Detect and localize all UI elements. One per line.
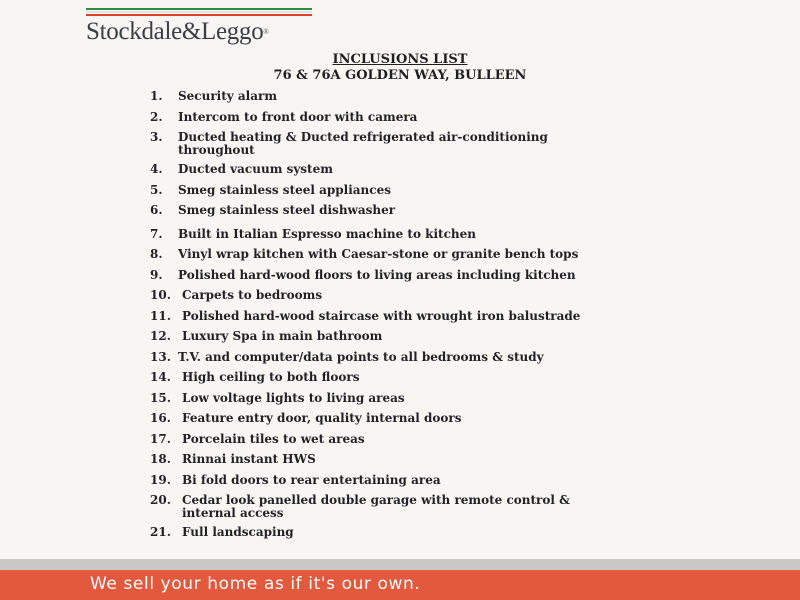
list-item bbox=[150, 163, 333, 176]
list-item-number: 7. bbox=[150, 227, 163, 241]
list-item bbox=[150, 248, 578, 261]
list-item-number: 6. bbox=[150, 203, 163, 217]
list-item-text: Polished hard-wood floors to living areas including kitchen bbox=[178, 268, 576, 282]
list-item bbox=[150, 289, 322, 302]
list-item-number: 19. bbox=[150, 473, 171, 487]
logo-brand-name: Stockdale&Leggo bbox=[86, 18, 264, 45]
logo-wordmark bbox=[86, 18, 318, 46]
list-item-text: Vinyl wrap kitchen with Caesar-stone or granite bench tops bbox=[178, 247, 579, 261]
list-item bbox=[150, 184, 391, 197]
list-item bbox=[150, 330, 382, 343]
list-item-number: 8. bbox=[150, 247, 163, 261]
title-line-2: 76 & 76A GOLDEN WAY, BULLEEN bbox=[273, 68, 527, 83]
logo-stripe-green bbox=[86, 8, 312, 10]
list-item bbox=[150, 131, 548, 157]
list-item-text: Smeg stainless steel dishwasher bbox=[178, 203, 396, 217]
list-item-text: Security alarm bbox=[178, 89, 278, 103]
list-item bbox=[150, 412, 461, 425]
list-item-number: 10. bbox=[150, 288, 171, 302]
list-item-text: Luxury Spa in main bathroom bbox=[182, 329, 383, 343]
list-item-number: 13. bbox=[150, 350, 171, 364]
logo-stripe-white bbox=[86, 11, 312, 13]
list-item-text: Rinnai instant HWS bbox=[182, 452, 316, 466]
title-line-1: INCLUSIONS LIST bbox=[332, 52, 468, 67]
brand-logo bbox=[86, 8, 318, 46]
list-item-number: 3. bbox=[150, 130, 163, 144]
list-item bbox=[150, 228, 476, 241]
list-item bbox=[150, 111, 417, 124]
list-item-number: 18. bbox=[150, 452, 171, 466]
list-item-text: Smeg stainless steel appliances bbox=[178, 183, 391, 197]
list-item-number: 20. bbox=[150, 493, 171, 507]
list-item bbox=[150, 351, 544, 364]
list-item bbox=[150, 474, 441, 487]
list-item-text: Low voltage lights to living areas bbox=[182, 391, 405, 405]
footer-divider bbox=[0, 559, 800, 570]
list-item bbox=[150, 204, 395, 217]
list-item bbox=[150, 392, 405, 405]
logo-registered-mark: ® bbox=[263, 28, 269, 36]
list-item-text: Ducted vacuum system bbox=[178, 162, 333, 176]
list-item-text: Cedar look panelled double garage with remote control & internal access bbox=[182, 493, 570, 520]
list-item-text: Polished hard-wood staircase with wrought iron balustrade bbox=[182, 309, 581, 323]
document-title bbox=[200, 52, 600, 84]
list-item bbox=[150, 433, 365, 446]
list-item bbox=[150, 310, 580, 323]
list-item-text: Intercom to front door with camera bbox=[178, 110, 418, 124]
list-item-number: 15. bbox=[150, 391, 171, 405]
list-item-text: Feature entry door, quality internal doors bbox=[182, 411, 462, 425]
list-item-number: 12. bbox=[150, 329, 171, 343]
list-item bbox=[150, 526, 294, 539]
list-item-text: Carpets to bedrooms bbox=[182, 288, 323, 302]
list-item bbox=[150, 371, 359, 384]
footer-tagline: We sell your home as if it's our own. bbox=[90, 574, 421, 594]
list-item-text: Built in Italian Espresso machine to kitchen bbox=[178, 227, 476, 241]
list-item-text: Bi fold doors to rear entertaining area bbox=[182, 473, 441, 487]
logo-stripe-red bbox=[86, 14, 312, 16]
list-item-number: 21. bbox=[150, 525, 171, 539]
list-item bbox=[150, 90, 277, 103]
list-item-number: 2. bbox=[150, 110, 163, 124]
list-item-text: T.V. and computer/data points to all bedrooms & study bbox=[178, 350, 544, 364]
list-item-text: Porcelain tiles to wet areas bbox=[182, 432, 365, 446]
list-item-text: High ceiling to both floors bbox=[182, 370, 360, 384]
list-item-number: 11. bbox=[150, 309, 171, 323]
list-item-text: Ducted heating & Ducted refrigerated air-conditioning throughout bbox=[178, 130, 548, 157]
list-item bbox=[150, 453, 316, 466]
list-item bbox=[150, 269, 576, 282]
list-item-number: 5. bbox=[150, 183, 163, 197]
list-item-number: 17. bbox=[150, 432, 171, 446]
list-item-text: Full landscaping bbox=[182, 525, 294, 539]
list-item-number: 16. bbox=[150, 411, 171, 425]
list-item-number: 14. bbox=[150, 370, 171, 384]
list-item-number: 4. bbox=[150, 162, 163, 176]
list-item-number: 9. bbox=[150, 268, 163, 282]
list-item-number: 1. bbox=[150, 89, 163, 103]
logo-stripes bbox=[86, 8, 312, 17]
list-item bbox=[150, 494, 570, 520]
